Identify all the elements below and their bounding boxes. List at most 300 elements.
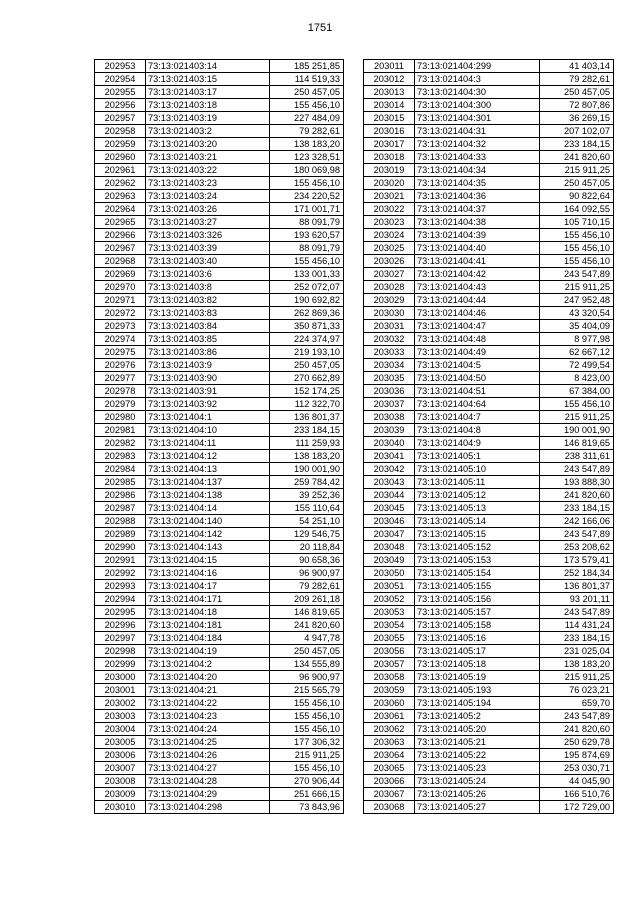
table-row	[364, 320, 614, 333]
row-number: 202983	[95, 450, 146, 463]
cadastral-number: 73:13:021404:46	[415, 307, 540, 320]
table-row	[364, 86, 614, 99]
cadastral-number: 73:13:021404:43	[415, 281, 540, 294]
table-row	[364, 242, 614, 255]
cadastral-number: 73:13:021404:64	[415, 398, 540, 411]
table-row	[95, 606, 344, 619]
row-number: 203058	[364, 671, 415, 684]
cadastral-number: 73:13:021403:83	[146, 307, 270, 320]
table-row	[95, 177, 344, 190]
cadastral-value: 190 001,90	[270, 463, 344, 476]
table-row	[95, 229, 344, 242]
row-number: 202973	[95, 320, 146, 333]
table-row	[364, 177, 614, 190]
cadastral-value: 243 547,89	[540, 268, 614, 281]
cadastral-number: 73:13:021405:20	[415, 723, 540, 736]
table-row	[95, 645, 344, 658]
cadastral-value: 243 547,89	[540, 528, 614, 541]
table-row	[95, 489, 344, 502]
table-row	[364, 281, 614, 294]
cadastral-number: 73:13:021404:142	[146, 528, 270, 541]
cadastral-value: 72 499,54	[540, 359, 614, 372]
table-row	[364, 567, 614, 580]
cadastral-number: 73:13:021404:5	[415, 359, 540, 372]
cadastral-number: 73:13:021404:184	[146, 632, 270, 645]
row-number: 203034	[364, 359, 415, 372]
cadastral-number: 73:13:021404:48	[415, 333, 540, 346]
cadastral-value: 41 403,14	[540, 60, 614, 73]
cadastral-value: 171 001,71	[270, 203, 344, 216]
cadastral-number: 73:13:021404:2	[146, 658, 270, 671]
cadastral-number: 73:13:021404:12	[146, 450, 270, 463]
cadastral-number: 73:13:021404:32	[415, 138, 540, 151]
cadastral-number: 73:13:021403:18	[146, 99, 270, 112]
cadastral-value: 270 906,44	[270, 775, 344, 788]
table-row	[364, 359, 614, 372]
row-number: 203067	[364, 788, 415, 801]
row-number: 203043	[364, 476, 415, 489]
row-number: 202985	[95, 476, 146, 489]
page-number: 1751	[307, 22, 333, 34]
cadastral-number: 73:13:021403:26	[146, 203, 270, 216]
cadastral-number: 73:13:021405:17	[415, 645, 540, 658]
table-row	[364, 437, 614, 450]
row-number: 203026	[364, 255, 415, 268]
cadastral-value: 155 456,10	[540, 255, 614, 268]
cadastral-value: 270 662,89	[270, 372, 344, 385]
cadastral-number: 73:13:021404:40	[415, 242, 540, 255]
cadastral-value: 155 456,10	[270, 723, 344, 736]
row-number: 202975	[95, 346, 146, 359]
table-row	[364, 671, 614, 684]
cadastral-value: 250 629,78	[540, 736, 614, 749]
cadastral-value: 233 184,15	[540, 632, 614, 645]
cadastral-number: 73:13:021405:152	[415, 541, 540, 554]
row-number: 203068	[364, 801, 415, 814]
cadastral-number: 73:13:021405:27	[415, 801, 540, 814]
cadastral-number: 73:13:021404:36	[415, 190, 540, 203]
table-row	[95, 580, 344, 593]
cadastral-value: 105 710,15	[540, 216, 614, 229]
cadastral-value: 54 251,10	[270, 515, 344, 528]
cadastral-number: 73:13:021403:92	[146, 398, 270, 411]
row-number: 203035	[364, 372, 415, 385]
row-number: 203053	[364, 606, 415, 619]
row-number: 203002	[95, 697, 146, 710]
cadastral-number: 73:13:021404:15	[146, 554, 270, 567]
cadastral-number: 73:13:021403:9	[146, 359, 270, 372]
cadastral-value: 112 322,70	[270, 398, 344, 411]
table-row	[95, 801, 344, 814]
cadastral-number: 73:13:021405:24	[415, 775, 540, 788]
cadastral-number: 73:13:021405:155	[415, 580, 540, 593]
row-number: 202968	[95, 255, 146, 268]
cadastral-value: 155 456,10	[540, 398, 614, 411]
cadastral-number: 73:13:021404:140	[146, 515, 270, 528]
table-row	[364, 749, 614, 762]
cadastral-value: 215 911,25	[540, 411, 614, 424]
row-number: 203022	[364, 203, 415, 216]
table-row	[364, 528, 614, 541]
table-row	[364, 580, 614, 593]
row-number: 203019	[364, 164, 415, 177]
cadastral-number: 73:13:021405:1	[415, 450, 540, 463]
cadastral-value: 180 069,98	[270, 164, 344, 177]
cadastral-number: 73:13:021404:30	[415, 86, 540, 99]
cadastral-number: 73:13:021404:34	[415, 164, 540, 177]
cadastral-value: 8 423,00	[540, 372, 614, 385]
cadastral-number: 73:13:021404:181	[146, 619, 270, 632]
row-number: 202978	[95, 385, 146, 398]
table-row	[95, 788, 344, 801]
row-number: 203018	[364, 151, 415, 164]
row-number: 202964	[95, 203, 146, 216]
table-row	[95, 333, 344, 346]
cadastral-number: 73:13:021403:40	[146, 255, 270, 268]
row-number: 202972	[95, 307, 146, 320]
row-number: 203017	[364, 138, 415, 151]
cadastral-value: 166 510,76	[540, 788, 614, 801]
row-number: 202955	[95, 86, 146, 99]
row-number: 203056	[364, 645, 415, 658]
table-row	[364, 372, 614, 385]
cadastral-value: 138 183,20	[270, 138, 344, 151]
cadastral-value: 241 820,60	[270, 619, 344, 632]
cadastral-value: 259 784,42	[270, 476, 344, 489]
table-row	[95, 437, 344, 450]
row-number: 202977	[95, 372, 146, 385]
row-number: 202960	[95, 151, 146, 164]
cadastral-number: 73:13:021403:22	[146, 164, 270, 177]
cadastral-value: 134 555,89	[270, 658, 344, 671]
table-row	[95, 73, 344, 86]
table-row	[95, 385, 344, 398]
cadastral-number: 73:13:021404:9	[415, 437, 540, 450]
cadastral-number: 73:13:021404:42	[415, 268, 540, 281]
table-row	[364, 60, 614, 73]
table-row	[95, 567, 344, 580]
cadastral-number: 73:13:021405:153	[415, 554, 540, 567]
cadastral-number: 73:13:021404:20	[146, 671, 270, 684]
cadastral-number: 73:13:021404:51	[415, 385, 540, 398]
row-number: 203005	[95, 736, 146, 749]
cadastral-value: 215 565,79	[270, 684, 344, 697]
cadastral-number: 73:13:021405:18	[415, 658, 540, 671]
cadastral-value: 79 282,61	[270, 125, 344, 138]
row-number: 203041	[364, 450, 415, 463]
cadastral-value: 227 484,09	[270, 112, 344, 125]
row-number: 202988	[95, 515, 146, 528]
row-number: 203025	[364, 242, 415, 255]
cadastral-number: 73:13:021404:300	[415, 99, 540, 112]
cadastral-number: 73:13:021404:35	[415, 177, 540, 190]
cadastral-value: 44 045,90	[540, 775, 614, 788]
table-row	[364, 112, 614, 125]
cadastral-number: 73:13:021403:39	[146, 242, 270, 255]
row-number: 203064	[364, 749, 415, 762]
row-number: 203057	[364, 658, 415, 671]
row-number: 203049	[364, 554, 415, 567]
cadastral-value: 252 072,07	[270, 281, 344, 294]
cadastral-value: 243 547,89	[540, 710, 614, 723]
cadastral-value: 173 579,41	[540, 554, 614, 567]
table-row	[95, 476, 344, 489]
table-row	[364, 619, 614, 632]
cadastral-number: 73:13:021404:29	[146, 788, 270, 801]
table-row	[364, 632, 614, 645]
table-row	[364, 385, 614, 398]
row-number: 203059	[364, 684, 415, 697]
table-row	[364, 190, 614, 203]
cadastral-value: 164 092,55	[540, 203, 614, 216]
cadastral-value: 67 384,00	[540, 385, 614, 398]
row-number: 203008	[95, 775, 146, 788]
table-row	[95, 138, 344, 151]
cadastral-value: 136 801,37	[270, 411, 344, 424]
cadastral-number: 73:13:021404:10	[146, 424, 270, 437]
cadastral-value: 39 252,36	[270, 489, 344, 502]
table-row	[364, 333, 614, 346]
cadastral-value: 224 374,97	[270, 333, 344, 346]
table-row	[95, 619, 344, 632]
cadastral-number: 73:13:021404:22	[146, 697, 270, 710]
cadastral-number: 73:13:021405:14	[415, 515, 540, 528]
row-number: 203006	[95, 749, 146, 762]
cadastral-value: 250 457,05	[270, 359, 344, 372]
row-number: 203052	[364, 593, 415, 606]
cadastral-value: 146 819,65	[270, 606, 344, 619]
table-row	[95, 749, 344, 762]
row-number: 203060	[364, 697, 415, 710]
row-number: 202974	[95, 333, 146, 346]
row-number: 203016	[364, 125, 415, 138]
cadastral-number: 73:13:021405:23	[415, 762, 540, 775]
cadastral-value: 152 174,25	[270, 385, 344, 398]
cadastral-value: 72 807,86	[540, 99, 614, 112]
row-number: 203046	[364, 515, 415, 528]
cadastral-value: 207 102,07	[540, 125, 614, 138]
cadastral-number: 73:13:021403:17	[146, 86, 270, 99]
cadastral-value: 79 282,61	[540, 73, 614, 86]
cadastral-number: 73:13:021403:8	[146, 281, 270, 294]
table-row	[364, 710, 614, 723]
cadastral-value: 20 118,84	[270, 541, 344, 554]
row-number: 202992	[95, 567, 146, 580]
cadastral-number: 73:13:021403:23	[146, 177, 270, 190]
row-number: 203044	[364, 489, 415, 502]
cadastral-number: 73:13:021405:157	[415, 606, 540, 619]
table-row	[364, 736, 614, 749]
cadastral-value: 193 620,57	[270, 229, 344, 242]
row-number: 203029	[364, 294, 415, 307]
cadastral-number: 73:13:021403:15	[146, 73, 270, 86]
cadastral-number: 73:13:021405:16	[415, 632, 540, 645]
row-number: 202986	[95, 489, 146, 502]
table-row	[364, 424, 614, 437]
row-number: 202976	[95, 359, 146, 372]
row-number: 203038	[364, 411, 415, 424]
table-row	[95, 723, 344, 736]
cadastral-value: 185 251,85	[270, 60, 344, 73]
table-row	[95, 671, 344, 684]
cadastral-number: 73:13:021404:13	[146, 463, 270, 476]
row-number: 202982	[95, 437, 146, 450]
table-row	[364, 411, 614, 424]
cadastral-number: 73:13:021403:2	[146, 125, 270, 138]
cadastral-number: 73:13:021403:21	[146, 151, 270, 164]
row-number: 202993	[95, 580, 146, 593]
cadastral-number: 73:13:021404:11	[146, 437, 270, 450]
cadastral-number: 73:13:021405:158	[415, 619, 540, 632]
cadastral-value: 234 220,52	[270, 190, 344, 203]
row-number: 203010	[95, 801, 146, 814]
row-number: 203007	[95, 762, 146, 775]
row-number: 203003	[95, 710, 146, 723]
cadastral-value: 155 456,10	[540, 242, 614, 255]
table-row	[95, 216, 344, 229]
cadastral-number: 73:13:021405:2	[415, 710, 540, 723]
cadastral-number: 73:13:021404:39	[415, 229, 540, 242]
cadastral-number: 73:13:021404:137	[146, 476, 270, 489]
cadastral-number: 73:13:021404:44	[415, 294, 540, 307]
table-row	[95, 151, 344, 164]
cadastral-value: 36 269,15	[540, 112, 614, 125]
register-table-left	[94, 59, 344, 814]
cadastral-value: 250 457,05	[270, 645, 344, 658]
cadastral-number: 73:13:021403:14	[146, 60, 270, 73]
cadastral-number: 73:13:021403:6	[146, 268, 270, 281]
row-number: 203042	[364, 463, 415, 476]
cadastral-number: 73:13:021405:15	[415, 528, 540, 541]
table-row	[364, 307, 614, 320]
cadastral-number: 73:13:021404:28	[146, 775, 270, 788]
table-row	[364, 775, 614, 788]
table-row	[95, 203, 344, 216]
row-number: 202997	[95, 632, 146, 645]
row-number: 203061	[364, 710, 415, 723]
table-row	[95, 346, 344, 359]
cadastral-value: 243 547,89	[540, 463, 614, 476]
row-number: 202953	[95, 60, 146, 73]
table-row	[95, 60, 344, 73]
cadastral-number: 73:13:021405:11	[415, 476, 540, 489]
table-row	[95, 320, 344, 333]
row-number: 203039	[364, 424, 415, 437]
cadastral-number: 73:13:021404:24	[146, 723, 270, 736]
cadastral-value: 350 871,33	[270, 320, 344, 333]
row-number: 202956	[95, 99, 146, 112]
table-row	[95, 99, 344, 112]
cadastral-number: 73:13:021404:38	[415, 216, 540, 229]
cadastral-number: 73:13:021403:82	[146, 294, 270, 307]
row-number: 203001	[95, 684, 146, 697]
row-number: 202984	[95, 463, 146, 476]
table-row	[364, 450, 614, 463]
table-row	[95, 190, 344, 203]
table-row	[364, 255, 614, 268]
cadastral-value: 177 306,32	[270, 736, 344, 749]
cadastral-number: 73:13:021404:25	[146, 736, 270, 749]
table-row	[95, 294, 344, 307]
cadastral-number: 73:13:021404:138	[146, 489, 270, 502]
row-number: 202957	[95, 112, 146, 125]
table-row	[364, 138, 614, 151]
cadastral-value: 43 320,54	[540, 307, 614, 320]
table-row	[95, 411, 344, 424]
table-row	[364, 463, 614, 476]
cadastral-value: 252 184,34	[540, 567, 614, 580]
cadastral-value: 242 166,06	[540, 515, 614, 528]
cadastral-value: 250 457,05	[540, 177, 614, 190]
cadastral-number: 73:13:021404:301	[415, 112, 540, 125]
row-number: 203014	[364, 99, 415, 112]
row-number: 203031	[364, 320, 415, 333]
cadastral-value: 111 259,93	[270, 437, 344, 450]
table-row	[364, 268, 614, 281]
table-row	[364, 658, 614, 671]
row-number: 203063	[364, 736, 415, 749]
cadastral-value: 251 666,15	[270, 788, 344, 801]
table-row	[364, 554, 614, 567]
row-number: 203065	[364, 762, 415, 775]
cadastral-number: 73:13:021405:194	[415, 697, 540, 710]
row-number: 202959	[95, 138, 146, 151]
cadastral-value: 88 091,79	[270, 242, 344, 255]
cadastral-value: 241 820,60	[540, 151, 614, 164]
cadastral-value: 231 025,04	[540, 645, 614, 658]
row-number: 203033	[364, 346, 415, 359]
cadastral-number: 73:13:021404:8	[415, 424, 540, 437]
table-row	[364, 515, 614, 528]
cadastral-value: 96 900,97	[270, 567, 344, 580]
table-row	[364, 801, 614, 814]
table-row	[95, 242, 344, 255]
table-row	[364, 229, 614, 242]
row-number: 203054	[364, 619, 415, 632]
table-row	[95, 684, 344, 697]
cadastral-value: 123 328,51	[270, 151, 344, 164]
cadastral-value: 155 110,64	[270, 502, 344, 515]
table-row	[95, 372, 344, 385]
table-row	[95, 125, 344, 138]
cadastral-number: 73:13:021405:19	[415, 671, 540, 684]
table-row	[95, 554, 344, 567]
row-number: 203040	[364, 437, 415, 450]
row-number: 203028	[364, 281, 415, 294]
cadastral-value: 136 801,37	[540, 580, 614, 593]
row-number: 202996	[95, 619, 146, 632]
cadastral-value: 79 282,61	[270, 580, 344, 593]
cadastral-value: 138 183,20	[540, 658, 614, 671]
row-number: 202965	[95, 216, 146, 229]
row-number: 203048	[364, 541, 415, 554]
row-number: 202995	[95, 606, 146, 619]
table-row	[95, 541, 344, 554]
cadastral-value: 215 911,25	[270, 749, 344, 762]
cadastral-number: 73:13:021405:156	[415, 593, 540, 606]
table-row	[364, 73, 614, 86]
cadastral-value: 114 519,33	[270, 73, 344, 86]
row-number: 202963	[95, 190, 146, 203]
cadastral-number: 73:13:021404:47	[415, 320, 540, 333]
cadastral-number: 73:13:021404:14	[146, 502, 270, 515]
table-row	[364, 788, 614, 801]
row-number: 203047	[364, 528, 415, 541]
table-row	[364, 164, 614, 177]
cadastral-number: 73:13:021403:90	[146, 372, 270, 385]
table-row	[364, 723, 614, 736]
cadastral-value: 35 404,09	[540, 320, 614, 333]
